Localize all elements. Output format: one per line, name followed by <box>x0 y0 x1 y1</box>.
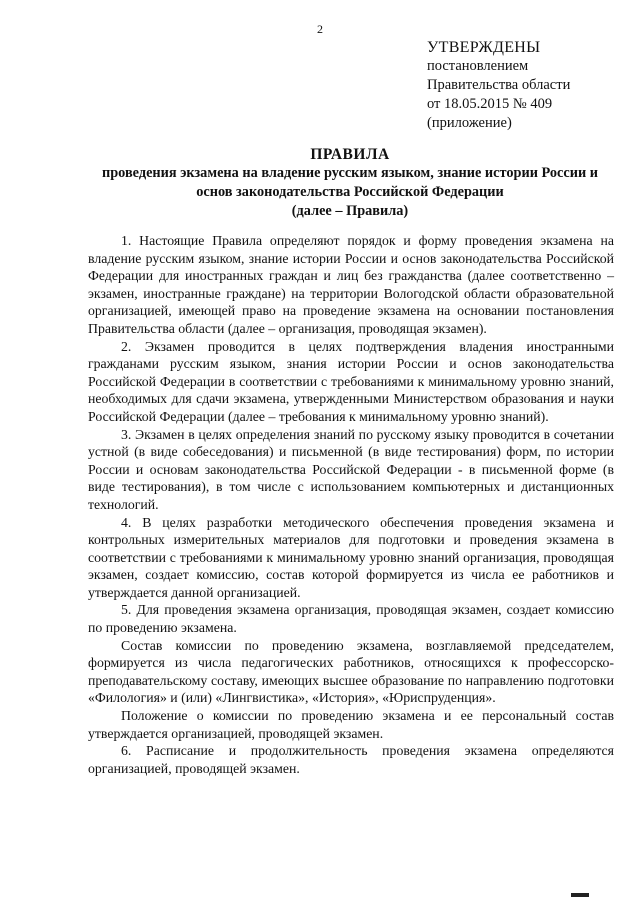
document-body <box>88 232 614 777</box>
approval-heading: УТВЕРЖДЕНЫ <box>427 39 541 56</box>
paragraph: Состав комиссии по проведению экзамена, возглавляемой председателем, формируется из числа педагогических работников, относящихся к профессорско-преподавательскому составу, имеющих высшее образование по направлению подготовки «Филология» и (или) «Лингвистика», «История», «Юриспруденция». <box>88 637 614 706</box>
paragraph: 1. Настоящие Правила определяют порядок и форму проведения экзамена на владение русским языком, знание истории России и основ законодательства Российской Федерации для иностранных граждан и лиц без гражданства (далее соответственно – экзамен, иностранные граждане) на территории Вологодской области образовательной организацией, имеющей право на проведение экзамена на основании постановления Правительства области (далее – организация, проводящая экзамен). <box>88 233 614 336</box>
paragraph: 5. Для проведения экзамена организация, проводящая экзамен, создает комиссию по проведению экзамена. <box>88 602 614 636</box>
paragraph: 3. Экзамен в целях определения знаний по русскому языку проводится в сочетании устной (в виде собеседования) и письменной (в виде тестирования) форм, по истории России и основам законодательства Российской Федерации - в письменной форме (в виде тестирования), в том числе с использованием компьютерных и дистанционных технологий. <box>88 426 614 512</box>
paragraph: 2. Экзамен проводится в целях подтверждения владения иностранными гражданами русским языком, знания истории России и основ законодательства Российской Федерации в соответствии с требованиями к минимальному уровню знаний, необходимых для сдачи экзамена, утвержденными Министерством образования и науки Российской Федерации (далее – требования к минимальному уровню знаний). <box>88 338 614 424</box>
approval-line: (приложение) <box>427 115 512 131</box>
approval-line: Правительства области <box>427 77 571 93</box>
approval-stamp <box>427 38 627 133</box>
document-subtitle-line: основ законодательства Российской Федерации <box>196 184 504 200</box>
approval-line: от 18.05.2015 № 409 <box>427 96 553 112</box>
document-subtitle-line: (далее – Правила) <box>291 203 409 219</box>
paragraph: Положение о комиссии по проведению экзамена и ее персональный состав утверждается организацией, проводящей экзамен. <box>88 708 614 741</box>
paragraph: 4. В целях разработки методического обеспечения проведения экзамена и контрольных измерительных материалов для подготовки и проведения экзамена в соответствии с требованиями к минимальному уровню знаний организация, проводящая экзамен, создает комиссию, состав которой формируется из числа ее работников и утверждается данной организацией. <box>88 514 614 600</box>
approval-line: постановлением <box>427 58 529 74</box>
document-title: ПРАВИЛА <box>310 146 390 163</box>
document-title-block <box>80 145 620 221</box>
scan-mark <box>571 893 589 897</box>
paragraph: 6. Расписание и продолжительность проведения экзамена определяются организацией, проводящей экзамен. <box>88 743 614 776</box>
document-subtitle-line: проведения экзамена на владение русским языком, знание истории России и <box>101 165 599 181</box>
page-number: 2 <box>317 22 323 36</box>
